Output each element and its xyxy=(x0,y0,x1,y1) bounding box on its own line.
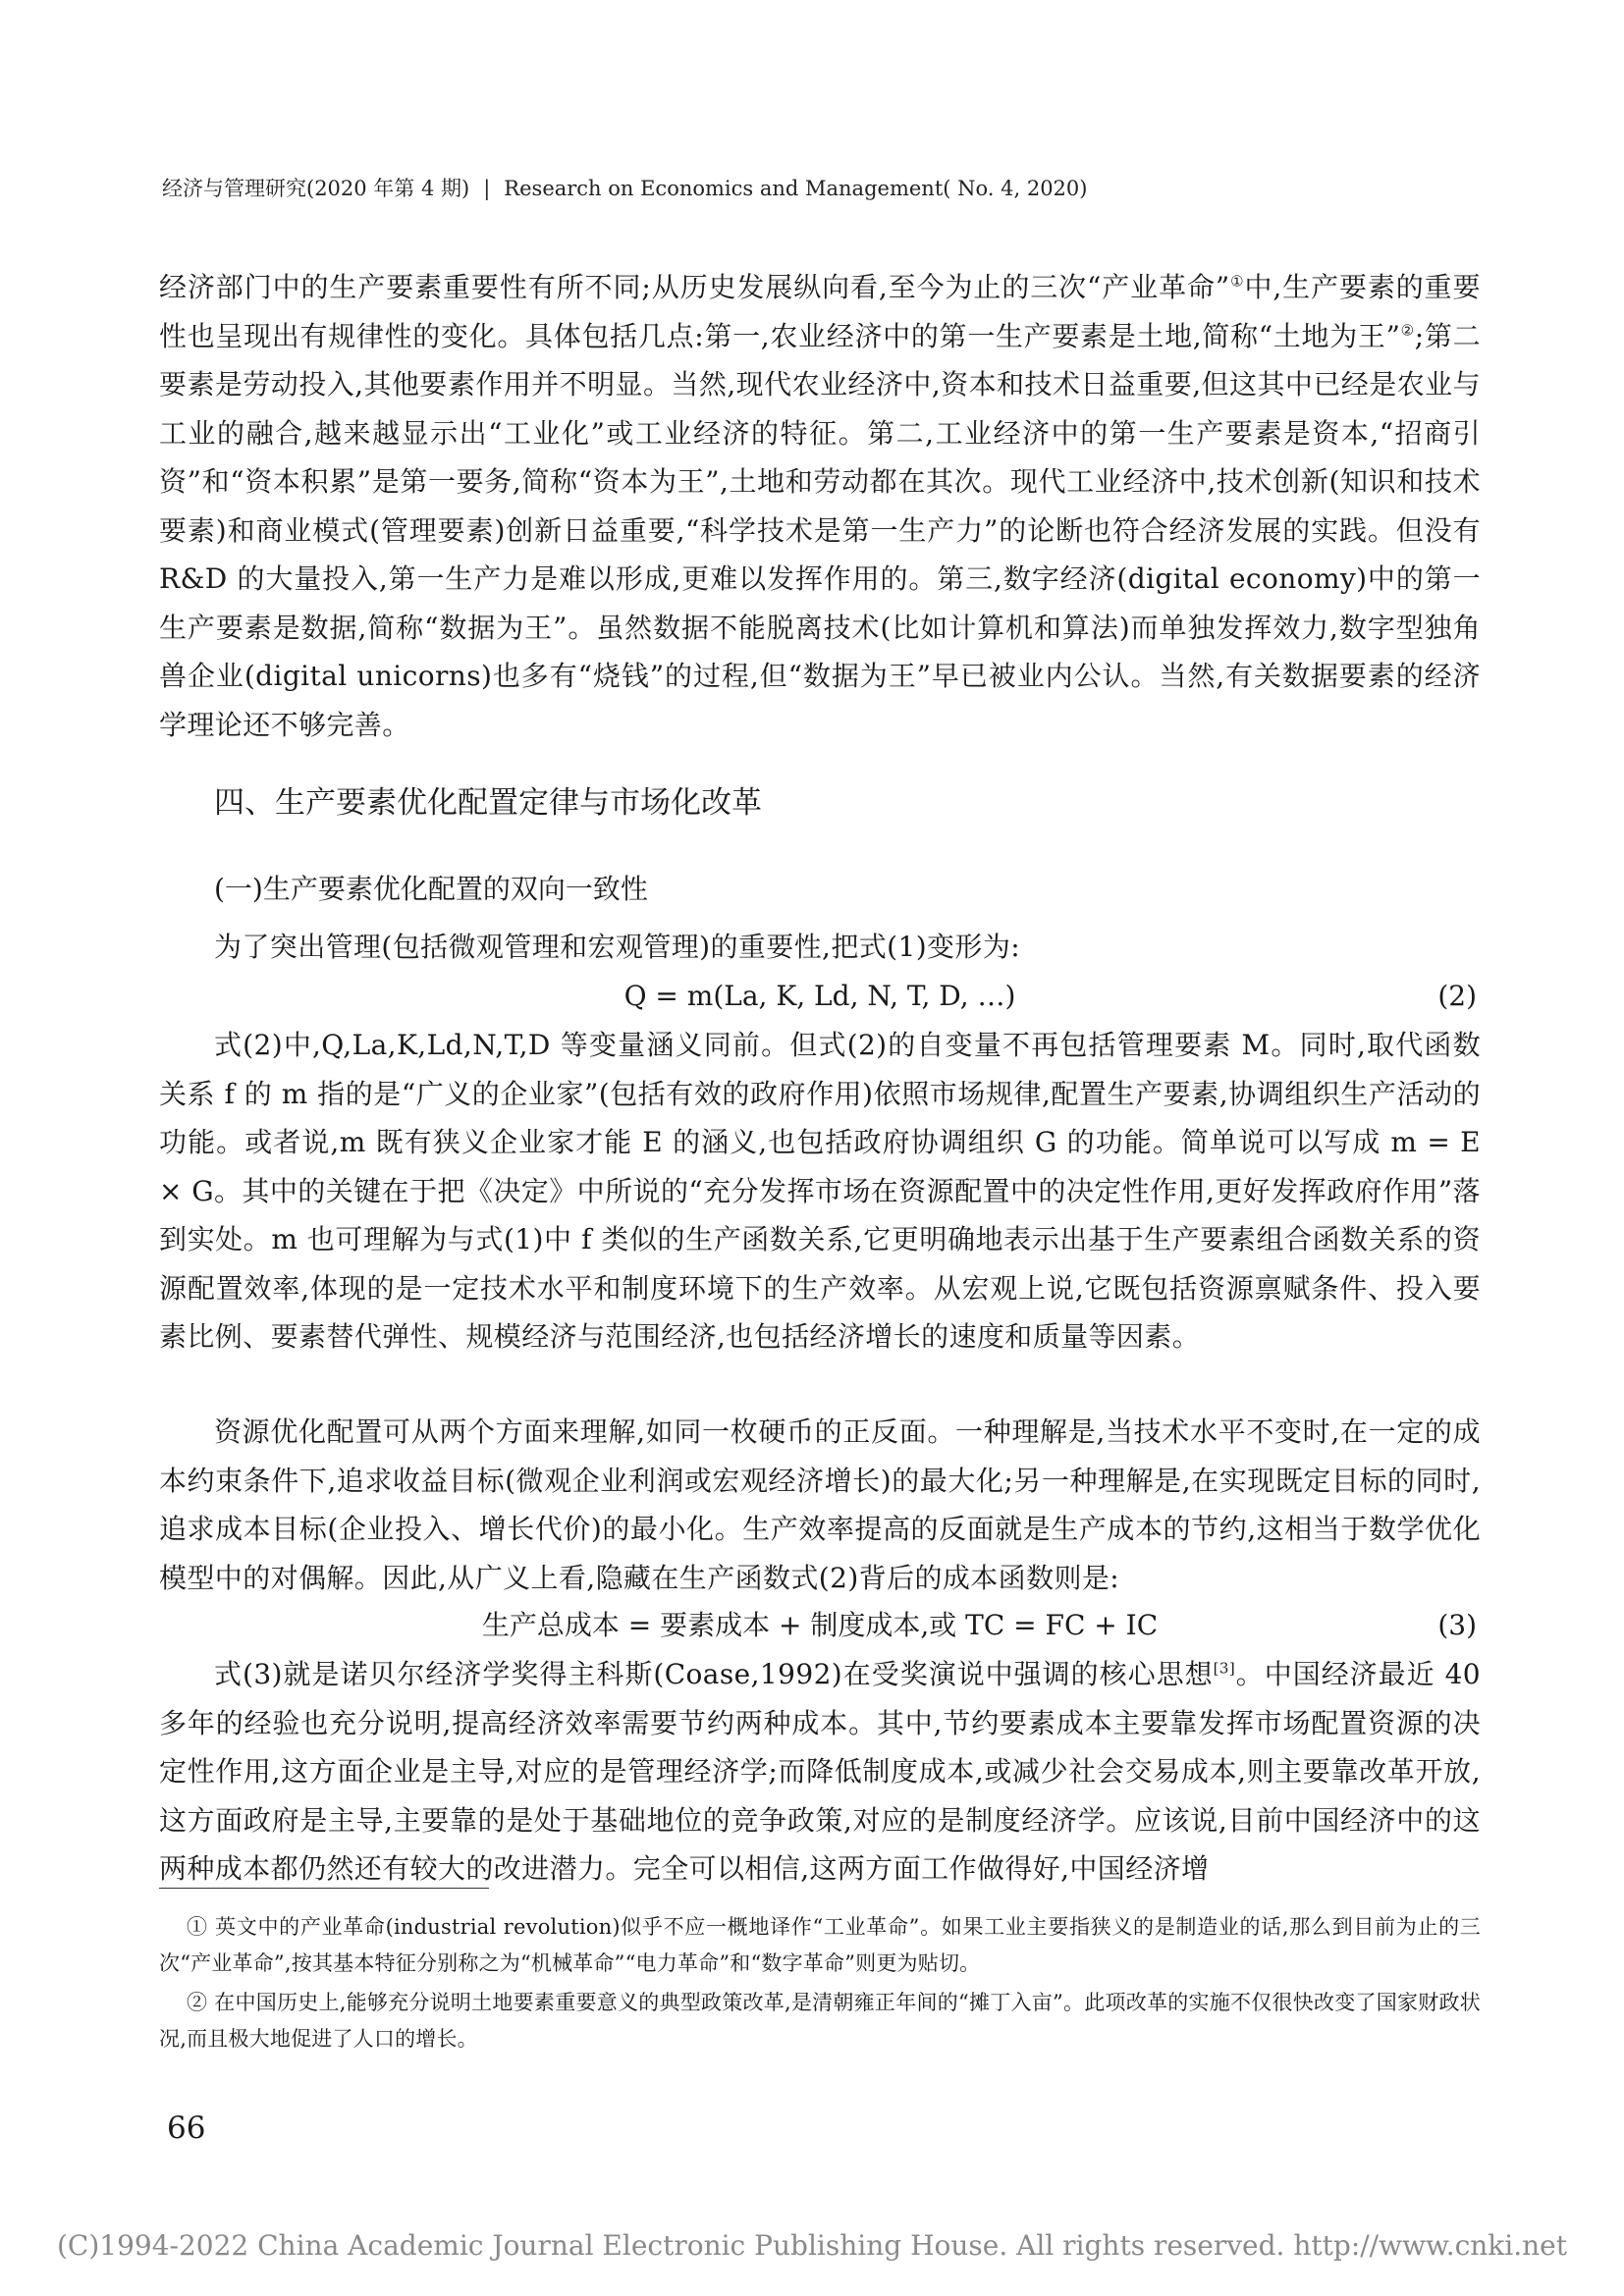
paragraph-equation-explanation: 式(2)中,Q,La,K,Ld,N,T,D 等变量涵义同前。但式(2)的自变量不再包括管理要素 M。同时,取代函数关系 f 的 m 指的是“广义的企业家”(包括有效的政府作用)依照市场规律,配置生产要素,协调组织生产活动的功能。或者说,m 既有狭义企业家才能 E 的涵义,也包括政府协调组织 G 的功能。简单说可以写成 m = E × G。其中的关键在于把《决定》中所说的“充分发挥市场在资源配置中的决定性作用,更好发挥政府作用”落到实处。m 也可理解为与式(1)中 f 类似的生产函数关系,它更明确地表示出基于生产要素组合函数关系的资源配置效率,体现的是一定技术水平和制度环境下的生产效率。从宏观上说,它既包括资源禀赋条件、投入要素比例、要素替代弹性、规模经济与范围经济,也包括经济增长的速度和质量等因素。 xyxy=(159,1029,1481,1353)
footnote-divider xyxy=(159,1888,489,1889)
paragraph-text: 中,生产要素的重要性也呈现出有规律性的变化。具体包括几点:第一,农业经济中的第一生产要素是土地,简称“土地为王” xyxy=(159,271,1481,352)
paragraph-transform-intro: 为了突出管理(包括微观管理和宏观管理)的重要性,把式(1)变形为: xyxy=(214,931,1021,963)
journal-title-cn: 经济与管理研究(2020 年第 4 期) xyxy=(162,177,470,200)
footnote-1: ① 英文中的产业革命(industrial revolution)似乎不应一概地译作“工业革命”。如果工业主要指狭义的是制造业的话,那么到目前为止的三次“产业革命”,按其基本特征分别称之为“机械革命”“电力革命”和“数字革命”则更为贴切。 xyxy=(159,1915,1481,1975)
equation-3-formula: 生产总成本 = 要素成本 + 制度成本,或 TC = FC + IC xyxy=(481,1609,1159,1641)
journal-title-en: Research on Economics and Management( No. 4, 2020) xyxy=(504,177,1088,200)
equation-2 xyxy=(159,973,1481,1020)
footnote-ref-2[interactable]: ② xyxy=(1400,321,1415,340)
subsection-heading: (一)生产要素优化配置的双向一致性 xyxy=(214,873,648,905)
running-header xyxy=(162,175,1478,202)
paragraph-coase-costs xyxy=(159,1650,1481,1894)
footnote-ref-1[interactable]: ① xyxy=(1229,272,1245,291)
paragraph-text: 。中国经济最近 40 多年的经验也充分说明,提高经济效率需要节约两种成本。其中,节约要素成本主要靠发挥市场配置资源的决定性作用,这方面企业是主导,对应的是管理经济学;而降低制度成本,或减少社会交易成本,则主要靠改革开放,这方面政府是主导,主要靠的是处于基础地位的竞争政策,对应的是制度经济学。应该说,目前中国经济中的这两种成本都仍然还有较大的改进潜力。完全可以相信,这两方面工作做得好,中国经济增 xyxy=(159,1658,1481,1885)
equation-3 xyxy=(159,1602,1481,1649)
citation-ref-3[interactable]: [3] xyxy=(1213,1659,1236,1678)
header-separator: | xyxy=(483,177,491,200)
page-number: 66 xyxy=(167,2110,206,2146)
paragraph-resource-optimization: 资源优化配置可从两个方面来理解,如同一枚硬币的正反面。一种理解是,当技术水平不变时,在一定的成本约束条件下,追求收益目标(微观企业利润或宏观经济增长)的最大化;另一种理解是,在实现既定目标的同时,追求成本目标(企业投入、增长代价)的最小化。生产效率提高的反面就是生产成本的节约,这相当于数学优化模型中的对偶解。因此,从广义上看,隐藏在生产函数式(2)背后的成本函数则是: xyxy=(159,1415,1481,1594)
equation-3-number: (3) xyxy=(1437,1609,1477,1641)
equation-2-number: (2) xyxy=(1437,980,1477,1012)
paragraph-text: 式(3)就是诺贝尔经济学奖得主科斯(Coase,1992)在受奖演说中强调的核心思想 xyxy=(214,1658,1214,1690)
paragraph-production-factors xyxy=(159,263,1481,749)
paragraph-text: ;第二要素是劳动投入,其他要素作用并不明显。当然,现代农业经济中,资本和技术日益重要,但这其中已经是农业与工业的融合,越来越显示出“工业化”或工业经济的特征。第二,工业经济中的第一生产要素是资本,“招商引资”和“资本积累”是第一要务,简称“资本为王”,土地和劳动都在其次。现代工业经济中,技术创新(知识和技术要素)和商业模式(管理要素)创新日益重要,“科学技术是第一生产力”的论断也符合经济发展的实践。但没有 R&D 的大量投入,第一生产力是难以形成,更难以发挥作用的。第三,数字经济(digital economy)中的第一生产要素是数据,简称“数据为王”。虽然数据不能脱离技术(比如计算机和算法)而单独发挥效力,数字型独角兽企业(digital unicorns)也多有“烧钱”的过程,但“数据为王”早已被业内公认。当然,有关数据要素的经济学理论还不够完善。 xyxy=(159,319,1481,741)
equation-2-formula: Q = m(La, K, Ld, N, T, D, …) xyxy=(623,980,1016,1012)
section-heading: 四、生产要素优化配置定律与市场化改革 xyxy=(214,785,762,821)
footnote-2: ② 在中国历史上,能够充分说明土地要素重要意义的典型政策改革,是清朝雍正年间的“摊丁入亩”。此项改革的实施不仅很快改变了国家财政状况,而且极大地促进了人口的增长。 xyxy=(159,1991,1481,2051)
paragraph-text: 经济部门中的生产要素重要性有所不同;从历史发展纵向看,至今为止的三次“产业革命” xyxy=(159,271,1230,303)
copyright-notice: (C)1994-2022 China Academic Journal Electronic Publishing House. All rights reserved. http://www.cnki.net xyxy=(56,2229,1567,2262)
